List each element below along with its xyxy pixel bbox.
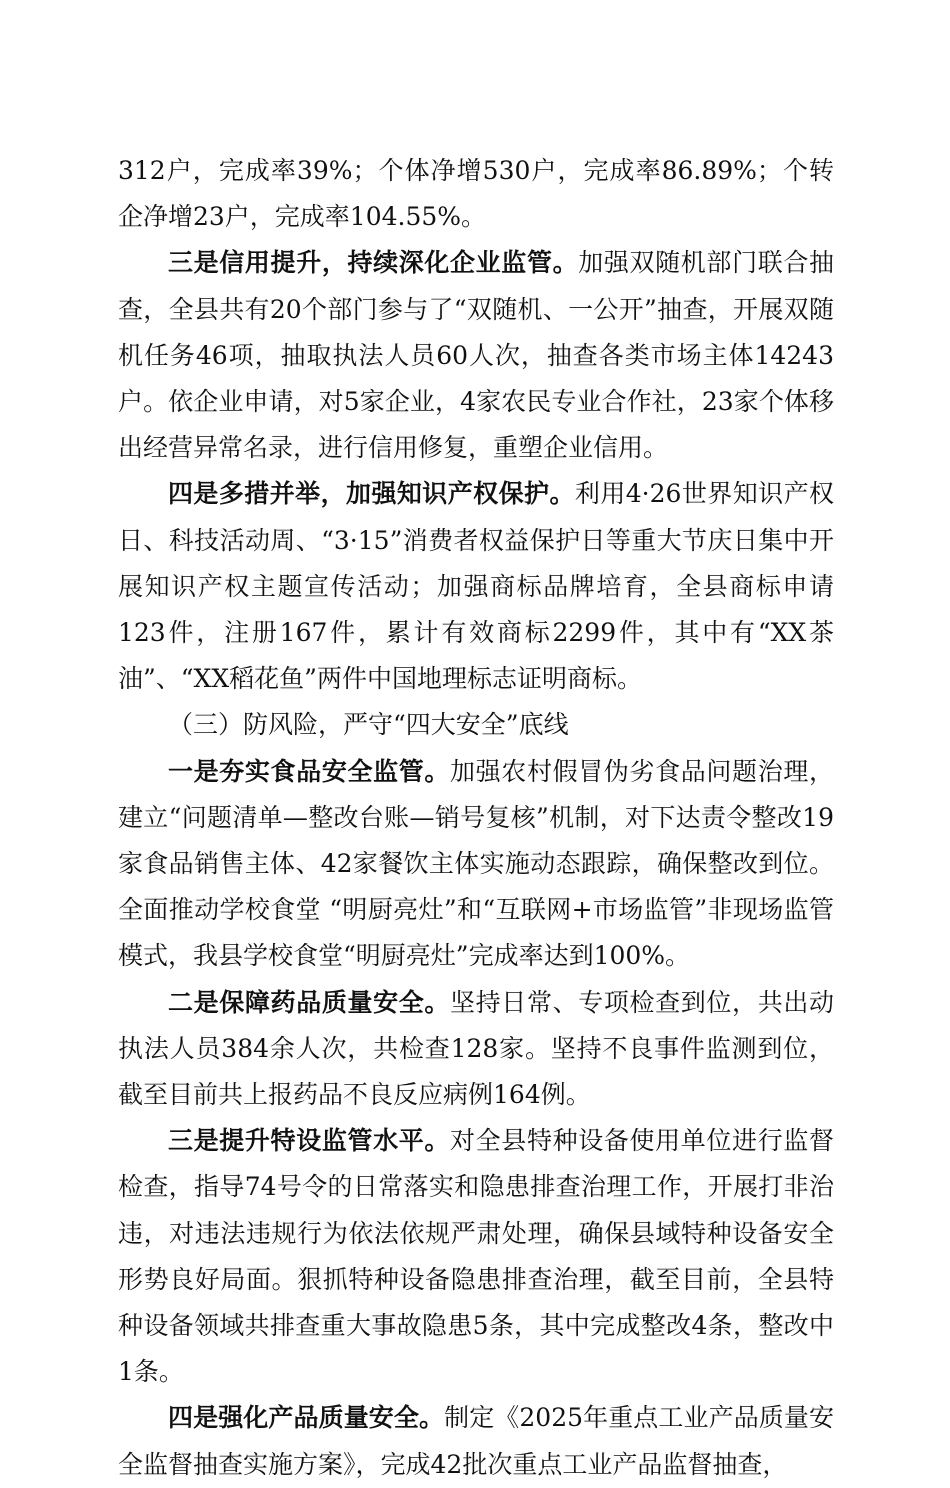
paragraph-food-safety	[118, 749, 834, 980]
paragraph-drug-safety	[118, 980, 834, 1119]
paragraph-lead: 四是强化产品质量安全。	[168, 1403, 445, 1433]
section-heading-text: （三）防风险，严守“四大安全”底线	[168, 710, 569, 740]
paragraph-text: 对全县特种设备使用单位进行监督检查，指导74号令的日常落实和隐患排查治理工作，开展打非治违，对违法违规行为依法依规严肃处理，确保县域特种设备安全形势良好局面。狠抓特种设备隐患排查治理，截至目前，全县特种设备领域共排查重大事故隐患5条，其中完成整改4条，整改中1条。	[118, 1126, 834, 1387]
section-heading	[118, 702, 834, 748]
paragraph-text: 坚持日常、专项检查到位，共出动执法人员384余人次，共检查128家。坚持不良事件监测到位，截至目前共上报药品不良反应病例164例。	[118, 987, 834, 1110]
paragraph-lead: 三是提升特设监管水平。	[168, 1126, 451, 1156]
paragraph-credit-supervision	[118, 240, 834, 471]
paragraph-lead: 四是多措并举，加强知识产权保护。	[168, 479, 575, 509]
paragraph-text: 加强双随机部门联合抽查，全县共有20个部门参与了“双随机、一公开”抽查，开展双随机任务46项，抽取执法人员60人次，抽查各类市场主体14243户。依企业申请，对5家企业，4家农民专业合作社，23家个体移出经营异常名录，进行信用修复，重塑企业信用。	[118, 248, 834, 463]
paragraph-text: 利用4·26世界知识产权日、科技活动周、“3·15”消费者权益保护日等重大节庆日集中开展知识产权主题宣传活动；加强商标品牌培育，全县商标申请123件，注册167件，累计有效商标2299件，其中有“XX茶油”、“XX稻花鱼”两件中国地理标志证明商标。	[118, 479, 834, 694]
paragraph-product-quality	[118, 1395, 834, 1487]
paragraph-text: 312户，完成率39%；个体净增530户，完成率86.89%；个转企净增23户，完成率104.55%。	[118, 156, 834, 232]
paragraph-special-equipment	[118, 1118, 834, 1395]
paragraph-ip-protection	[118, 471, 834, 702]
paragraph-lead: 一是夯实食品安全监管。	[168, 756, 451, 786]
document-page	[118, 148, 834, 1488]
paragraph-lead: 三是信用提升，持续深化企业监管。	[168, 248, 579, 278]
paragraph-continuation	[118, 148, 834, 240]
paragraph-text: 加强农村假冒伪劣食品问题治理，建立“问题清单—整改台账—销号复核”机制，对下达责令整改19家食品销售主体、42家餐饮主体实施动态跟踪，确保整改到位。全面推动学校食堂 “明厨亮灶”和“互联网+市场监管”非现场监管模式，我县学校食堂“明厨亮灶”完成率达到100%。	[118, 756, 834, 971]
paragraph-lead: 二是保障药品质量安全。	[168, 987, 451, 1017]
paragraph-text: 制定《2025年重点工业产品质量安全监督抽查实施方案》，完成42批次重点工业产品监督抽查，	[118, 1403, 834, 1479]
